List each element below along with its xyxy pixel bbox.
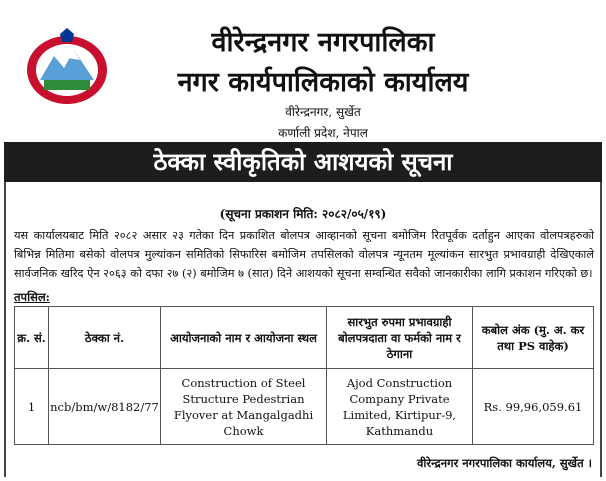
address-city: वीरेन्द्रनगर, सुर्खेत [285, 105, 361, 119]
table-header-row [15, 307, 594, 369]
notice-body: यस कार्यालयबाट मिति २०८२ असार २३ गतेका दिन प्रकाशित बोलपत्र आव्हानको सूचना बमोजिम रितपूर्वक दर्ताहुन आएका वोलपत्रहरुको बिभिन्न मितिमा बसेको वोलपत्र मुल्यांकन समितिको सिफारिस बमोजिम तपसिलको वोलपत्र न्यूनतम मूल्यांकन सारभुत प्रभावग्राही देखिएकाले सार्वजनिक खरिद ऐन २०६३ को दफा २७ (२) बमोजिम ७ (सात) दिने आशयको सूचना सम्वन्धित सवैको जानकारीका लागि प्रकाशन गरिएको छ। [14, 229, 594, 280]
letterhead [0, 0, 606, 140]
cell-bidder: Ajod Construction Company Private Limited, Kirtipur-9, Kathmandu [327, 369, 473, 445]
municipality-name: वीरेन्द्रनगर नगरपालिका [211, 27, 435, 58]
col-project: आयोजनाको नाम र आयोजना स्थल [161, 307, 327, 369]
details-label: तपसिल: [14, 290, 50, 304]
table-row [15, 369, 594, 445]
address-province: कर्णाली प्रदेश, नेपाल [278, 126, 368, 140]
cell-serial: 1 [15, 369, 49, 445]
col-amount: कबोल अंक (मु. अ. कर तथा PS वाहेक) [473, 307, 594, 369]
footer-signature: वीरेन्द्रनगर नगरपालिका कार्यालय, सुर्खेत । [417, 456, 592, 470]
cell-project: Construction of Steel Structure Pedestrian Flyover at Mangalgadhi Chowk [161, 369, 327, 445]
notice-title: ठेक्का स्वीकृतिको आशयको सूचना [4, 142, 602, 182]
contract-table [14, 306, 594, 445]
col-contract-no: ठेक्का नं. [49, 307, 161, 369]
col-serial: क्र. सं. [15, 307, 49, 369]
cell-amount: Rs. 99,96,059.61 [473, 369, 594, 445]
office-name: नगर कार्यपालिकाको कार्यालय [177, 67, 469, 98]
col-bidder: सारभुत रुपमा प्रभावग्राही बोलपत्रदाता वा फर्मको नाम र ठेगाना [327, 307, 473, 369]
cell-contract-no: ncb/bm/w/8182/77 [49, 369, 161, 445]
publish-date: (सूचना प्रकाशन मिति: २०८२/०५/१९) [219, 207, 387, 221]
